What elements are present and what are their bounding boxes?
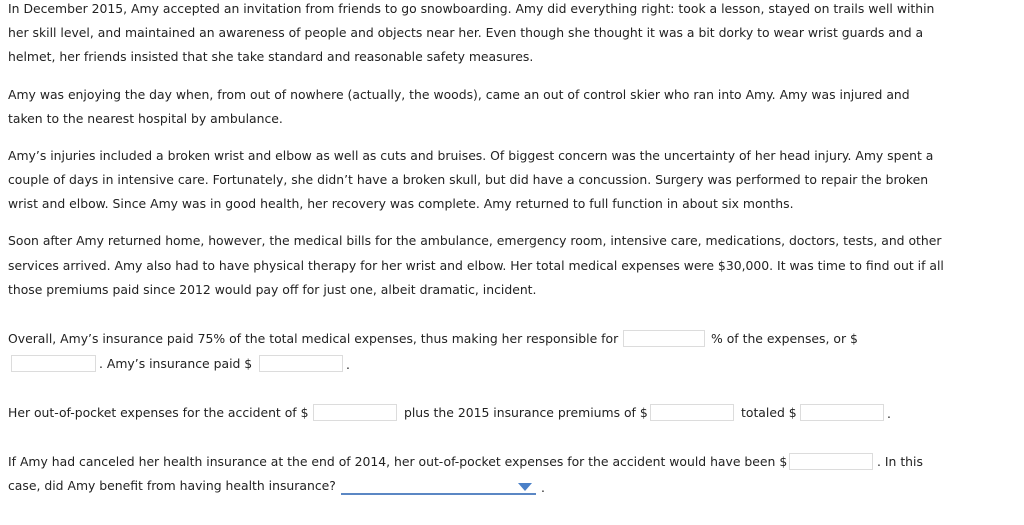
no-insurance-expenses-input[interactable] [789,453,873,470]
paragraph-3-line-3: wrist and elbow. Since Amy was in good health, her recovery was complete. Amy returned to full function in about six months. [8,196,794,211]
paragraph-2-line-2: taken to the nearest hospital by ambulance. [8,111,283,126]
q1-text-d: . [346,357,350,372]
paragraph-1-line-3: helmet, her friends insisted that she take standard and reasonable safety measures. [8,49,534,64]
q2-text-a: Her out-of-pocket expenses for the accident of $ [8,405,309,420]
q3-text-c: case, did Amy benefit from having health insurance? [8,478,336,493]
dropdown-caret-icon[interactable] [518,483,532,491]
insurance-paid-input[interactable] [259,355,343,372]
paragraph-3-line-2: couple of days in intensive care. Fortunately, she didn’t have a broken skull, but did have a concussion. Surgery was performed to repair the broken [8,172,929,187]
oop-expenses-input[interactable] [313,404,397,421]
q2-text-c: totaled $ [741,405,797,420]
q3-text-a: If Amy had canceled her health insurance at the end of 2014, her out-of-pocket expenses for the accident would have been $ [8,454,788,469]
responsible-amount-input[interactable] [11,355,96,372]
paragraph-4-line-1: Soon after Amy returned home, however, the medical bills for the ambulance, emergency room, intensive care, medications, doctors, tests, and other [8,233,942,248]
q2-text-d: . [887,406,891,421]
total-input[interactable] [800,404,884,421]
q1-text-a: Overall, Amy’s insurance paid 75% of the total medical expenses, thus making her responsible for [8,331,619,346]
responsible-percent-input[interactable] [623,330,705,347]
q3-text-b: . In this [877,454,923,469]
paragraph-2-line-1: Amy was enjoying the day when, from out of nowhere (actually, the woods), came an out of control skier who ran into Amy. Amy was injured and [8,87,910,102]
paragraph-3-line-1: Amy’s injuries included a broken wrist and elbow as well as cuts and bruises. Of biggest concern was the uncertainty of her head injury. Amy spent a [8,148,934,163]
benefit-dropdown[interactable] [341,479,536,495]
premiums-input[interactable] [650,404,734,421]
q1-text-b: % of the expenses, or $ [711,331,858,346]
q3-text-d: . [541,480,545,495]
paragraph-4-line-2: services arrived. Amy also had to have physical therapy for her wrist and elbow. Her total medical expenses were $30,000. It was time to find out if all [8,258,944,273]
paragraph-4-line-3: those premiums paid since 2012 would pay off for just one, albeit dramatic, incident. [8,282,537,297]
paragraph-1-line-2: her skill level, and maintained an awareness of people and objects near her. Even though she thought it was a bit dorky to wear wrist guards and a [8,25,924,40]
q2-text-b: plus the 2015 insurance premiums of $ [404,405,648,420]
q1-text-c: . Amy’s insurance paid $ [99,356,253,371]
paragraph-1-line-1: In December 2015, Amy accepted an invitation from friends to go snowboarding. Amy did everything right: took a lesson, stayed on trails well within [8,1,935,16]
